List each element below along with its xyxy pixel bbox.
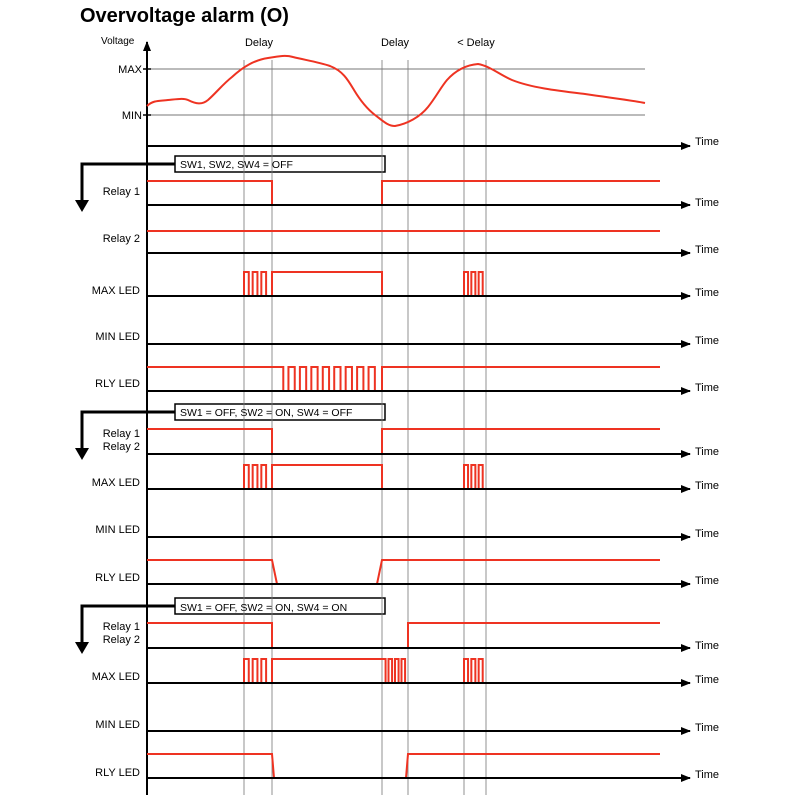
section-2-min-led-label: MIN LED: [95, 524, 140, 536]
section-1-relay-1-label: Relay 1: [102, 186, 140, 198]
section-3-min-led-label: MIN LED: [95, 719, 140, 731]
section-2-min-led-time: Time: [695, 528, 720, 540]
section-3-max-led-time: Time: [695, 674, 720, 686]
section-1-rly-led-label: RLY LED: [95, 378, 140, 390]
section-1-selector-arrowhead: [75, 200, 89, 212]
section-2-max-led-time: Time: [695, 480, 720, 492]
section-3-rly-led-signal: [147, 754, 660, 778]
section-3-switch-box-text: SW1 = OFF, SW2 = ON, SW4 = ON: [180, 602, 348, 614]
section-1-relay-2-time: Time: [695, 244, 720, 256]
delay-label-1: Delay: [244, 37, 274, 49]
section-1-min-led-time: Time: [695, 335, 720, 347]
section-3-relay-time: Time: [695, 640, 720, 652]
min-threshold-label: MIN: [121, 110, 142, 122]
section-2-relay-1-label: Relay 1: [102, 428, 140, 440]
section-2-relay-signal: [147, 429, 660, 454]
section-2-rly-led-time: Time: [695, 575, 720, 587]
section-3-relay-2-label: Relay 2: [102, 634, 140, 646]
section-3-max-led-signal: [244, 659, 655, 683]
section-3-min-led-time: Time: [695, 722, 720, 734]
section-2-relay-2-label: Relay 2: [102, 441, 140, 453]
diagram-title: Overvoltage alarm (O): [80, 5, 289, 27]
section-2-rly-led-label: RLY LED: [95, 572, 140, 584]
section-1-relay-1-signal: [147, 181, 660, 205]
section-2-max-led-label: MAX LED: [91, 477, 140, 489]
section-1-rly-led-signal: [147, 367, 660, 391]
section-3-relay-signal: [147, 623, 660, 648]
section-1-max-led-label: MAX LED: [91, 285, 140, 297]
section-3-relay-1-label: Relay 1: [102, 621, 140, 633]
section-3-max-led-label: MAX LED: [91, 671, 140, 683]
voltage-axis-label: Voltage: [101, 36, 135, 47]
section-2-selector-arrowhead: [75, 448, 89, 460]
section-2-relay-time: Time: [695, 446, 720, 458]
max-threshold-label: MAX: [118, 64, 142, 76]
section-3-rly-led-time: Time: [695, 769, 720, 781]
delay-label-3: < Delay: [457, 37, 495, 49]
voltage-time-label: Time: [695, 136, 720, 148]
section-2-switch-box-text: SW1 = OFF, SW2 = ON, SW4 = OFF: [180, 407, 353, 419]
section-1-min-led-label: MIN LED: [95, 331, 140, 343]
section-1-switch-box-text: SW1, SW2, SW4 = OFF: [180, 159, 293, 171]
section-1-relay-1-time: Time: [695, 197, 720, 209]
section-2-rly-led-signal: [147, 560, 660, 584]
section-1-rly-led-time: Time: [695, 382, 720, 394]
section-3-selector-arrowhead: [75, 642, 89, 654]
section-1-max-led-signal: [244, 272, 655, 296]
section-1-max-led-time: Time: [695, 287, 720, 299]
section-2-max-led-signal: [244, 465, 655, 489]
delay-label-2: Delay: [380, 37, 410, 49]
section-1-relay-2-label: Relay 2: [102, 233, 140, 245]
section-3-rly-led-label: RLY LED: [95, 767, 140, 779]
